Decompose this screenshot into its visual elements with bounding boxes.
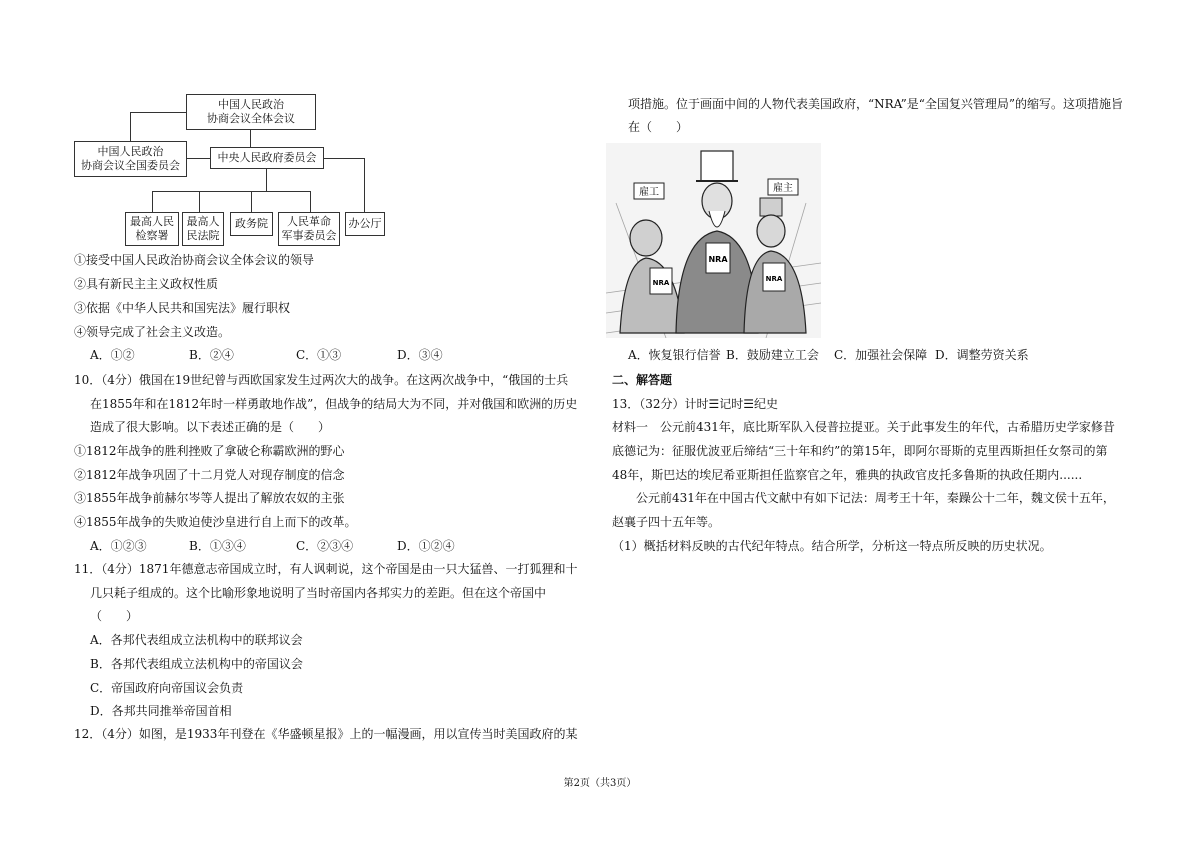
q9-option-d: D．③④	[397, 348, 443, 362]
connector-child2	[199, 191, 200, 212]
cartoon-label-employer: 雇主	[773, 183, 793, 194]
q9-option-b: B．②④	[189, 348, 234, 362]
connector-right-down	[364, 158, 365, 213]
connector-child1	[152, 191, 153, 212]
q9-item-3: ③依据《中华人民共和国宪法》履行职权	[74, 301, 291, 315]
q12-line-3: 在（ ）	[628, 120, 689, 134]
q10-option-b: B．①③④	[189, 539, 246, 553]
connector-center-down	[266, 169, 267, 191]
q11-line-2: 几只耗子组成的。这个比喻形象地说明了当时帝国内各邦实力的差距。但在这个帝国中	[90, 586, 547, 600]
q9-item-1: ①接受中国人民政治协商会议全体会议的领导	[74, 253, 315, 267]
connector-child3	[251, 191, 252, 212]
q11-option-d: D．各邦共同推举帝国首相	[90, 704, 232, 718]
q9-option-c: C．①③	[296, 348, 342, 362]
q11-option-b: B．各邦代表组成立法机构中的帝国议会	[90, 657, 303, 671]
child4-line1: 人民革命	[287, 215, 331, 228]
q10-option-a: A．①②③	[90, 539, 147, 553]
connector-top-left	[130, 112, 186, 113]
connector-top-down	[250, 130, 251, 147]
connector-left-up	[130, 112, 131, 141]
cartoon-nra-badge-center: NRA	[708, 255, 728, 264]
child2-line2: 民法院	[186, 229, 220, 242]
q9-option-a: A．①②	[90, 348, 135, 362]
q12-line-2: 项措施。位于画面中间的人物代表美国政府，“NRA”是“全国复兴管理局”的缩写。这项措施旨	[628, 97, 1123, 111]
diagram-top-box	[186, 94, 316, 130]
connector-child4	[310, 191, 311, 212]
q10-line-3: 造成了很大影响。以下表述正确的是（ ）	[90, 420, 331, 434]
q10-item-2: ②1812年战争巩固了十二月党人对现存制度的信念	[74, 468, 345, 482]
connector-left-center	[187, 158, 210, 159]
q13-head: 13．（32分）计时☰记时☰纪史	[612, 397, 779, 411]
diagram-left-line1: 中国人民政治	[97, 145, 164, 158]
q13-material-line-4: 公元前431年在中国古代文献中有如下记法：周考王十年，秦躁公十二年，魏文侯十五年，	[612, 491, 1115, 505]
q11-line-1: 11．（4分）1871年德意志帝国成立时，有人讽刺说，这个帝国是由一只大猛兽、一打狐狸和十	[74, 562, 578, 576]
connector-center-right	[324, 158, 364, 159]
child3-label: 政务院	[235, 217, 268, 230]
diagram-child-procuratorate	[125, 212, 179, 246]
q10-option-d: D．①②④	[397, 539, 455, 553]
diagram-child-military	[278, 212, 340, 246]
diagram-left-line2: 协商会议全国委员会	[81, 159, 180, 172]
child2-line1: 最高人	[186, 215, 220, 228]
q9-item-4: ④领导完成了社会主义改造。	[74, 325, 231, 339]
q10-option-c: C．②③④	[296, 539, 354, 553]
child1-line2: 检察署	[135, 229, 169, 242]
diagram-child-administration	[230, 212, 273, 236]
cartoon-nra-badge-right: NRA	[765, 275, 783, 283]
section-title-answer: 二、解答题	[612, 373, 673, 387]
q12-option-c: C．加强社会保障	[834, 348, 928, 362]
diagram-left-box	[74, 141, 187, 177]
cartoon-label-worker: 雇工	[639, 187, 659, 198]
diagram-child-court	[182, 212, 224, 246]
q11-option-a: A．各邦代表组成立法机构中的联邦议会	[90, 633, 303, 647]
q10-line-2: 在1855年和在1812年时一样勇敢地作战”，但战争的结局大为不同，并对俄国和欧洲的历史	[90, 397, 578, 411]
q13-material-line-5: 赵襄子四十五年等。	[612, 515, 721, 529]
diagram-top-line1: 中国人民政治	[218, 98, 284, 111]
q12-option-a: A．恢复银行信誉	[628, 348, 721, 362]
q10-line-1: 10．（4分）俄国在19世纪曾与西欧国家发生过两次大的战争。在这两次战争中，“俄国的士兵	[74, 373, 569, 387]
q10-item-4: ④1855年战争的失败迫使沙皇进行自上而下的改革。	[74, 515, 357, 529]
diagram-center-label: 中央人民政府委员会	[217, 151, 317, 164]
q10-item-1: ①1812年战争的胜利挫败了拿破仑称霸欧洲的野心	[74, 444, 345, 458]
child5-label: 办公厅	[348, 217, 382, 230]
diagram-top-line2: 协商会议全体会议	[207, 112, 295, 125]
q13-material-line-2: 底德记为：征服优波亚后缔结“三十年和约”的第15年，即阿尔哥斯的克里西斯担任女祭司的第	[612, 444, 1108, 458]
diagram-center-box	[210, 147, 324, 169]
child4-line2: 军事委员会	[281, 229, 337, 242]
q9-item-2: ②具有新民主主义政权性质	[74, 277, 219, 291]
q10-item-3: ③1855年战争前赫尔岑等人提出了解放农奴的主张	[74, 491, 345, 505]
q12-line-1: 12．（4分）如图，是1933年刊登在《华盛顿星报》上的一幅漫画，用以宣传当时美国政府的某	[74, 727, 578, 741]
q13-material-line-3: 48年，斯巴达的埃尼希亚斯担任监察官之年，雅典的执政官皮托多鲁斯的执政任期内......	[612, 468, 1083, 482]
q12-option-b: B．鼓励建立工会	[726, 348, 819, 362]
q13-sub-question-1: （1）概括材料反映的古代纪年特点。结合所学，分析这一特点所反映的历史状况。	[612, 539, 1052, 553]
page-footer: 第2页（共3页）	[563, 778, 637, 789]
q12-option-d: D．调整劳资关系	[935, 348, 1029, 362]
cartoon-nra-badge-left: NRA	[652, 279, 670, 287]
diagram-child-office	[345, 212, 385, 236]
q13-material-line-1: 材料一 公元前431年，底比斯军队入侵普拉提亚。关于此事发生的年代，古希腊历史学家修昔	[612, 420, 1115, 434]
q11-option-c: C．帝国政府向帝国议会负责	[90, 681, 244, 695]
q11-line-3: （ ）	[90, 609, 139, 623]
child1-line1: 最高人民	[130, 215, 174, 228]
nra-cartoon-image	[606, 143, 821, 338]
connector-children-bus	[152, 191, 310, 192]
